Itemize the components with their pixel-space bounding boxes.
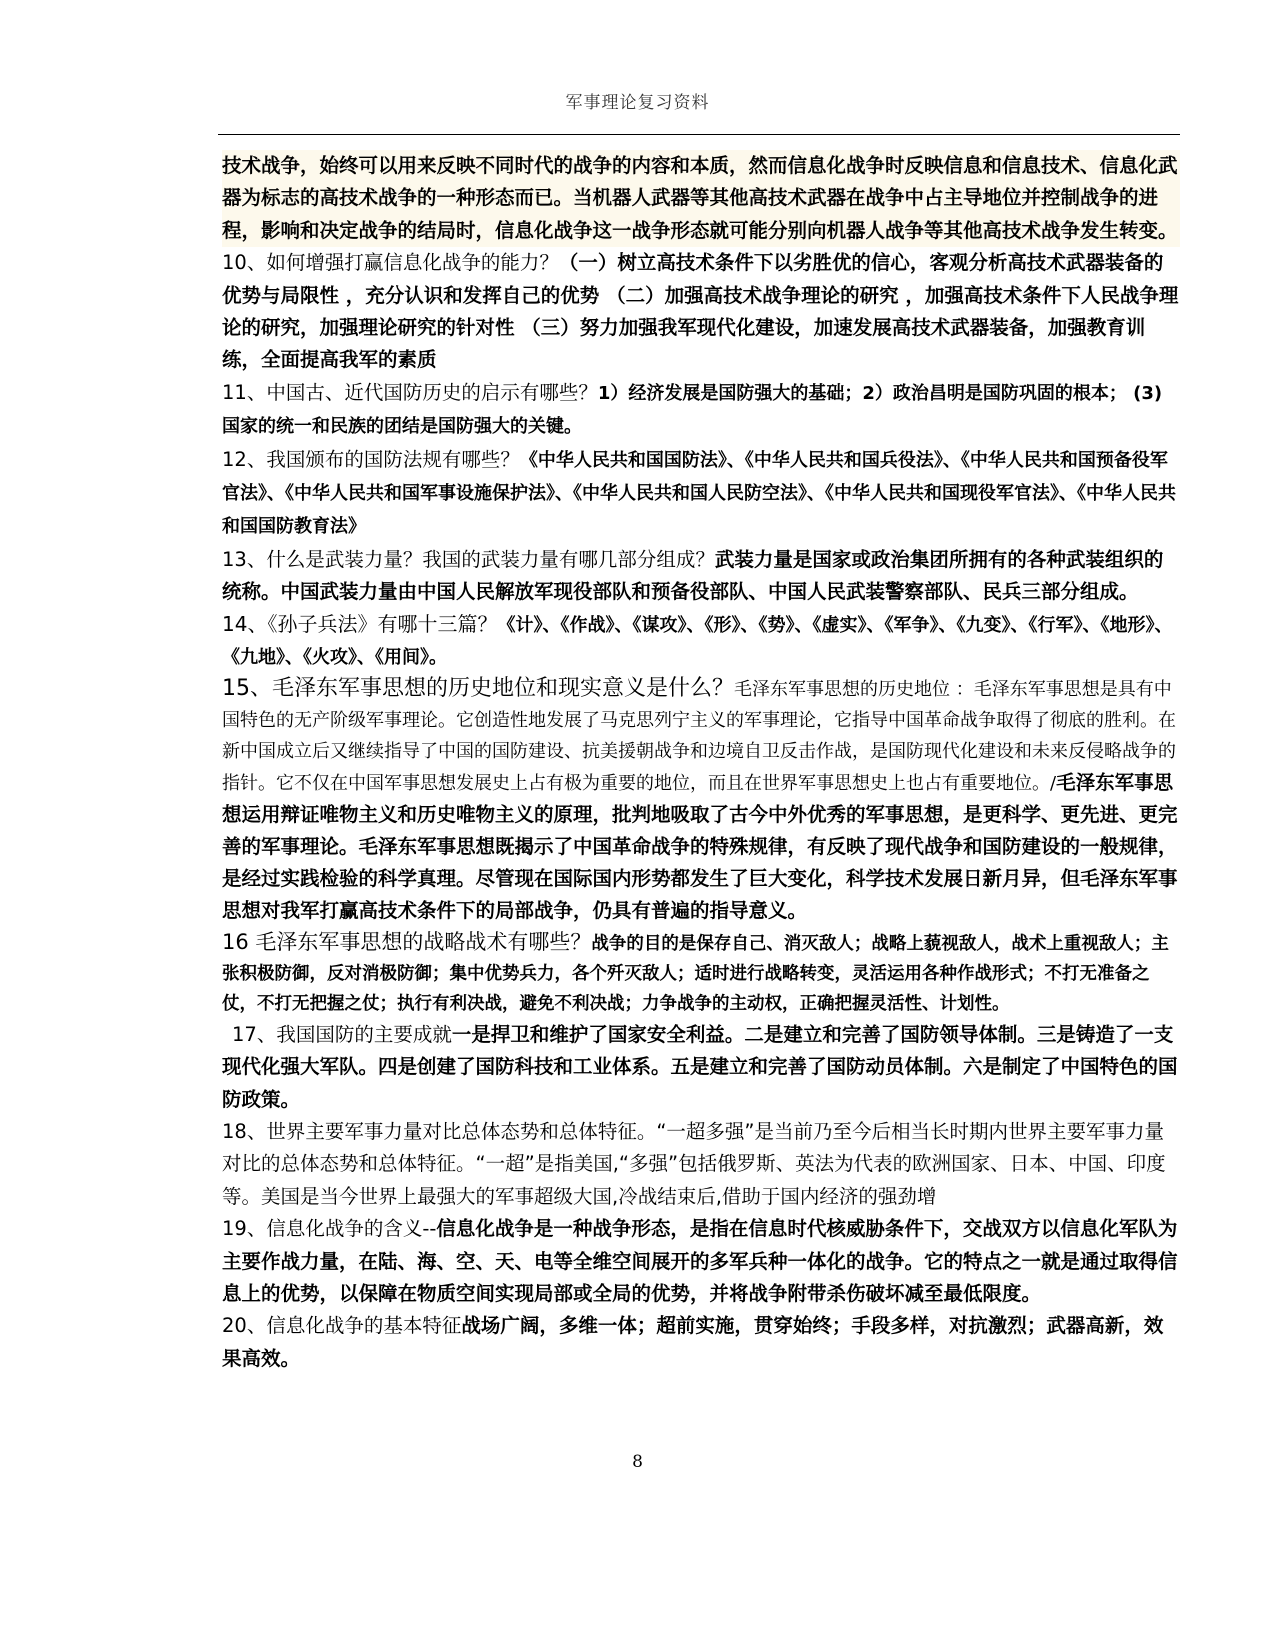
question-16: 16 毛泽东军事思想的战略战术有哪些？	[222, 929, 592, 954]
item-20	[222, 1310, 1180, 1375]
question-17: 17、我国国防的主要成就	[232, 1022, 452, 1046]
answer-20: 战场广阔，多维一体；超前实施，贯穿始终；手段多样，对抗激烈；武器高新，效果高效。	[222, 1314, 1164, 1370]
question-11: 11、中国古、近代国防历史的启示有哪些？	[222, 380, 598, 404]
intro-paragraph: 技术战争，始终可以用来反映不同时代的战争的内容和本质，然而信息化战争时反映信息和信息技术、信息化武器为标志的高技术战争的一种形态而已。当机器人武器等其他高技术武器在战争中占主导地位并控制战争的进程，影响和决定战争的结局时，信息化战争这一战争形态就可能分别向机器人战争等其他高技术战争发生转变。	[222, 150, 1180, 247]
document-body	[222, 150, 1180, 1375]
item-19	[222, 1213, 1180, 1310]
header-rule	[218, 134, 1180, 135]
page-number: 8	[632, 1452, 643, 1472]
item-17	[222, 1019, 1180, 1116]
question-19: 19、信息化战争的含义--	[222, 1217, 437, 1241]
answer-19: 信息化战争是一种战争形态，是指在信息时代核威胁条件下，交战双方以信息化军队为主要作战力量，在陆、海、空、天、电等全维空间展开的多军兵种一体化的战争。它的特点之一就是通过取得信息上的优势，以保障在物质空间实现局部或全局的优势，并将战争附带杀伤破坏减至最低限度。	[222, 1217, 1178, 1305]
question-18: 18、世界主要军事力量对比总体态势和总体特征。	[222, 1119, 657, 1143]
answer-11: 1）经济发展是国防强大的基础；2）政治昌明是国防巩固的根本； (3) 国家的统一和民族的团结是国防强大的关键。	[222, 382, 1163, 438]
answer-13: 武装力量是国家或政治集团所拥有的各种武装组织的统称。中国武装力量由中国人民解放军现役部队和预备役部队、中国人民武装警察部队、民兵三部分组成。	[222, 547, 1164, 604]
question-15: 15、毛泽东军事思想的历史地位和现实意义是什么？	[222, 675, 734, 701]
answer-15-part1: 毛泽东军事思想的历史地位 ：毛泽东军事思想是具有中国特色的无产阶级军事理论。它创造性地发展了马克思列宁主义的军事理论，它指导中国革命战争取得了彻底的胜利。在新中国成立后又继续指导了中国的国防建设、抗美援朝战争和边境自卫反击作战，是国防现代化建设和未来反侵略战争的指针。它不仅在中国军事思想发展史上占有极为重要的地位，而且在世界军事思想史上也占有重要地位。/	[222, 678, 1176, 794]
item-12	[222, 444, 1180, 544]
answer-12: 《中华人民共和国国防法》、《中华人民共和国兵役法》、《中华人民共和国预备役军官法》、《中华人民共和国军事设施保护法》、《中华人民共和国人民防空法》、《中华人民共和国现役军官法》、《中华人民共和国国防教育法》	[222, 449, 1176, 538]
answer-16: 战争的目的是保存自己、消灭敌人；战略上藐视敌人，战术上重视敌人；主张积极防御，反对消极防御；集中优势兵力，各个歼灭敌人；适时进行战略转变，灵活运用各种作战形式；不打无准备之仗，不打无把握之仗；执行有利决战，避免不利决战；力争战争的主动权，正确把握灵活性、计划性。	[222, 933, 1169, 1014]
item-14	[222, 609, 1180, 673]
item-13	[222, 544, 1180, 609]
question-10: 10、如何增强打赢信息化战争的能力？	[222, 251, 559, 275]
question-12: 12、我国颁布的国防法规有哪些？	[222, 447, 520, 471]
item-15	[222, 673, 1180, 927]
page-header: 军事理论复习资料	[565, 93, 710, 113]
answer-17: 一是捍卫和维护了国家安全利益。二是建立和完善了国防领导体制。三是铸造了一支现代化强大军队。四是创建了国防科技和工业体系。五是建立和完善了国防动员体制。六是制定了中国特色的国防政策。	[222, 1022, 1178, 1111]
answer-14: 《计》、《作战》、《谋攻》、《形》、《势》、《虚实》、《军争》、《九变》、《行军》、《地形》、《九地》、《火攻》、《用间》。	[222, 614, 1173, 668]
answer-10: （一）树立高技术条件下以劣胜优的信心，客观分析高技术武器装备的优势与局限性 ，充分认识和发挥自己的优势 （二）加强高技术战争理论的研究 ，加强高技术条件下人民战争理论的研究，加强理论研究的针对性 （三）努力加强我军现代化建设，加速发展高技术武器装备，加强教育训练，全面提高我军的素质	[222, 251, 1179, 372]
question-14: 14、《孙子兵法》有哪十三篇？	[222, 611, 498, 636]
item-11	[222, 377, 1180, 444]
answer-15-part2: 毛泽东军事思想运用辩证唯物主义和历史唯物主义的原理，批判地吸取了古今中外优秀的军事思想，是更科学、更先进、更完善的军事理论。毛泽东军事思想既揭示了中国革命战争的特殊规律，有反映了现代战争和国防建设的一般规律，是经过实践检验的科学真理。尽管现在国际国内形势都发生了巨大变化，科学技术发展日新月异，但毛泽东军事思想对我军打赢高技术条件下的局部战争，仍具有普遍的指导意义。	[222, 770, 1178, 922]
item-10	[222, 247, 1180, 377]
item-16	[222, 927, 1180, 1019]
question-20: 20、信息化战争的基本特征	[222, 1314, 462, 1338]
answer-18: “一超多强”是当前乃至今后相当长时期内世界主要军事力量对比的总体态势和总体特征。“一超”是指美国,“多强”包括俄罗斯、英法为代表的欧洲国家、日本、中国、印度等。美国是当今世界上最强大的军事超级大国,冷战结束后,借助于国内经济的强劲增	[222, 1119, 1166, 1208]
item-18	[222, 1116, 1180, 1213]
question-13: 13、什么是武装力量？我国的武装力量有哪几部分组成？	[222, 547, 715, 571]
